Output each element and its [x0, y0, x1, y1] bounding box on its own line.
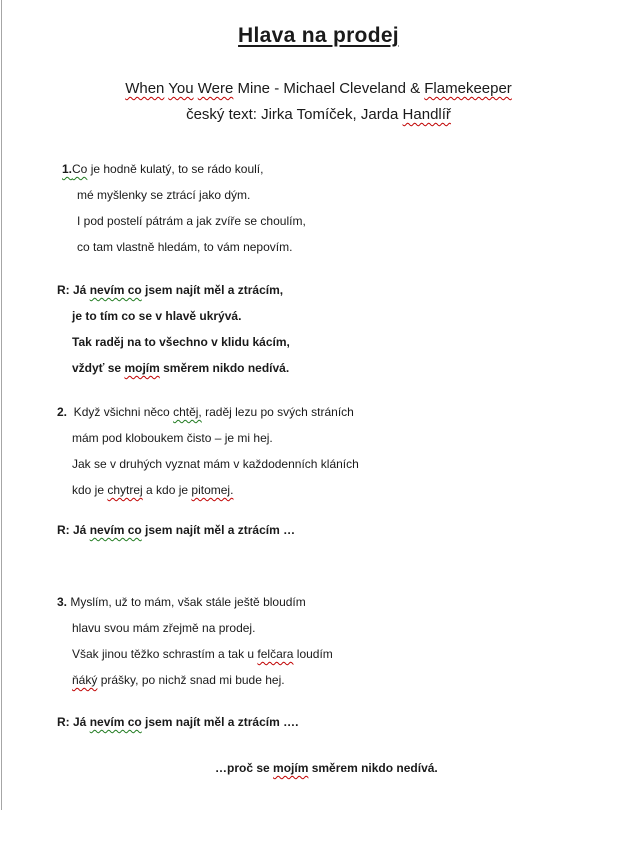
text-segment: Když všichni něco	[67, 405, 174, 419]
refrain-stanza	[57, 277, 290, 381]
text-segment: …proč se	[215, 761, 274, 775]
lyric-line	[62, 208, 306, 234]
text-segment: R: Já	[57, 523, 90, 537]
misspelled-word: Flamekeeper	[424, 80, 512, 97]
verse-stanza	[57, 399, 359, 503]
text-segment: Mine - Michael Cleveland &	[233, 80, 425, 97]
misspelled-word: Co	[72, 162, 88, 176]
text-segment: směrem nikdo nedívá.	[308, 761, 438, 775]
lyric-line	[57, 641, 333, 667]
lyric-line	[57, 667, 333, 693]
text-segment: a kdo je	[142, 483, 192, 497]
misspelled-word: nevím co	[89, 523, 142, 537]
verse-stanza	[57, 589, 333, 693]
misspelled-word: chytrej	[107, 483, 143, 497]
lyric-line	[57, 709, 298, 735]
text-segment: Myslím, už to mám, však stále ještě bloudím	[67, 595, 306, 609]
lyric-line	[57, 615, 333, 641]
text-segment: jsem najít měl a ztrácím …	[141, 523, 296, 537]
text-segment: 2.	[57, 405, 68, 419]
lyric-line	[62, 182, 306, 208]
misspelled-word: ňáký	[72, 673, 98, 687]
lyric-line	[57, 451, 359, 477]
lyric-line	[57, 477, 359, 503]
lyric-line	[62, 156, 306, 182]
misspelled-word: 1.	[62, 162, 73, 176]
text-segment: co tam vlastně hledám, to vám nepovím.	[77, 240, 293, 254]
lyric-line	[0, 102, 637, 128]
misspelled-word: When	[125, 80, 165, 97]
lyric-line	[215, 755, 438, 781]
lyric-line	[0, 76, 637, 102]
misspelled-word: nevím co	[89, 283, 142, 297]
text-segment: Jak se v druhých vyznat mám v každodenních kláních	[72, 457, 359, 471]
lyric-line	[57, 399, 359, 425]
text-segment: Tak raděj na to všechno v klidu kácím,	[72, 335, 290, 349]
text-segment: loudím	[293, 647, 333, 661]
song-credits	[0, 76, 637, 128]
lyric-line	[57, 329, 290, 355]
text-segment: R: Já	[57, 715, 90, 729]
text-segment: R: Já	[57, 283, 90, 297]
text-segment: jsem najít měl a ztrácím ….	[141, 715, 299, 729]
text-segment: kdo je	[72, 483, 108, 497]
misspelled-word: felčara	[257, 647, 294, 661]
misspelled-word: mojím	[273, 761, 309, 775]
misspelled-word: You	[168, 80, 194, 97]
lyric-line	[57, 355, 290, 381]
text-segment: prášky, po nichž snad mi bude hej.	[97, 673, 285, 687]
song-title: Hlava na prodej	[238, 24, 399, 47]
refrain-stanza	[57, 517, 295, 543]
text-segment: vždyť se	[72, 361, 125, 375]
lyric-line	[57, 517, 295, 543]
misspelled-word: nevím co	[89, 715, 142, 729]
text-segment: mé myšlenky se ztrácí jako dým.	[77, 188, 251, 202]
misspelled-word: chtěj,	[173, 405, 202, 419]
refrain-stanza	[57, 709, 298, 735]
lyric-line	[57, 303, 290, 329]
text-segment: hlavu svou mám zřejmě na prodej.	[72, 621, 256, 635]
text-segment: Však jinou těžko schrastím a tak u	[72, 647, 258, 661]
text-segment: český text: Jirka Tomíček, Jarda	[186, 106, 403, 123]
lyric-line	[57, 425, 359, 451]
verse-stanza	[62, 156, 306, 260]
misspelled-word: Were	[197, 80, 234, 97]
misspelled-word: mojím	[124, 361, 160, 375]
text-segment: I pod postelí pátrám a jak zvíře se choulím,	[77, 214, 306, 228]
misspelled-word: pitomej.	[191, 483, 234, 497]
text-segment: raděj lezu po svých stráních	[201, 405, 354, 419]
text-segment: mám pod kloboukem čisto – je mi hej.	[72, 431, 273, 445]
lyric-line	[57, 277, 290, 303]
text-segment: 3.	[57, 595, 68, 609]
text-segment: jsem najít měl a ztrácím,	[141, 283, 284, 297]
text-segment: směrem nikdo nedívá.	[159, 361, 290, 375]
text-segment: je hodně kulatý, to se rádo koulí,	[87, 162, 264, 176]
text-segment: je to tím co se v hlavě ukrývá.	[72, 309, 242, 323]
lyric-line	[57, 589, 333, 615]
misspelled-word: Handlíř	[402, 106, 451, 123]
closing-line	[215, 755, 438, 781]
lyric-line	[62, 234, 306, 260]
